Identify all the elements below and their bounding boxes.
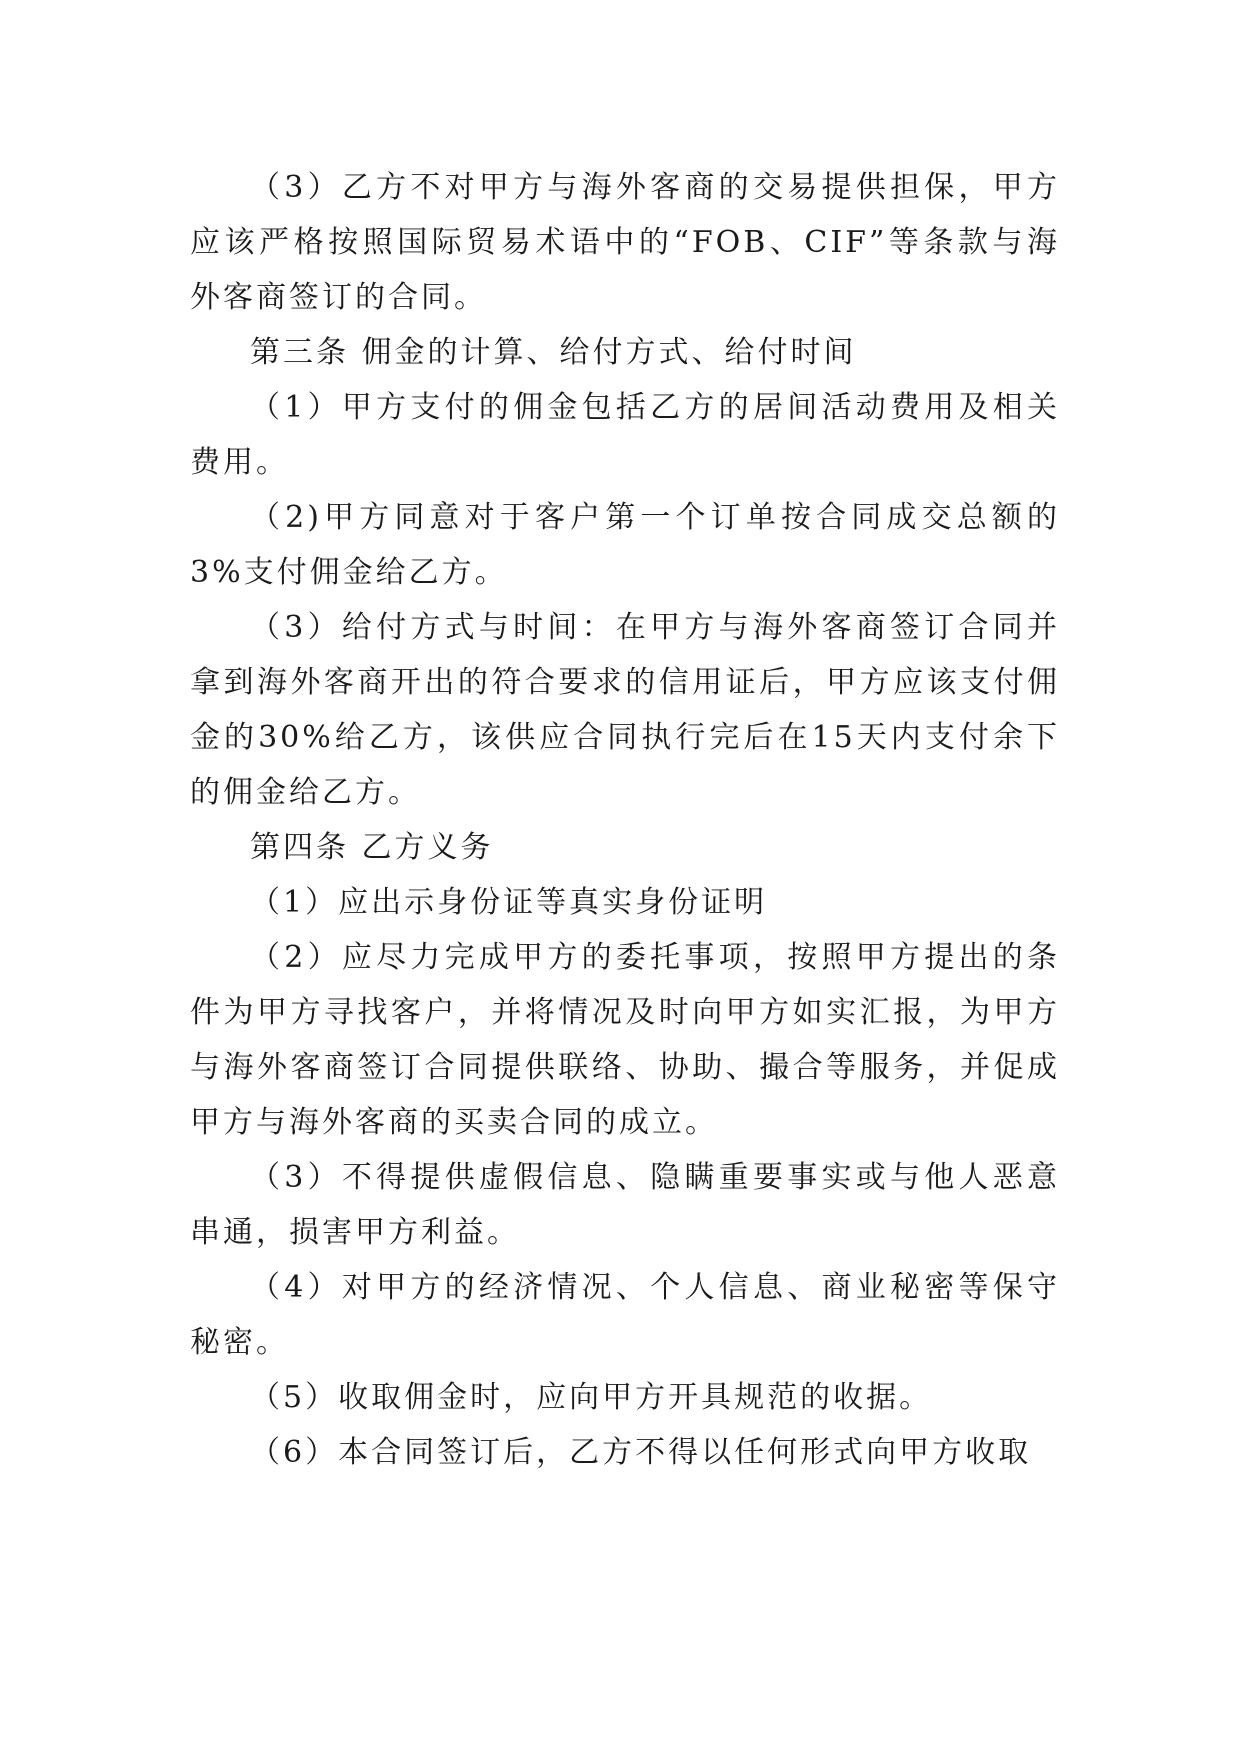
article-4-item-5: （5）收取佣金时，应向甲方开具规范的收据。 (250, 1380, 933, 1415)
clause-2-item-3: （3）乙方不对甲方与海外客商的交易提供担保，甲方应该严格按照国际贸易术语中的“FOB、CIF”等条款与海外客商签订的合同。 (190, 170, 1060, 315)
article-4-item-2: （2）应尽力完成甲方的委托事项，按照甲方提出的条件为甲方寻找客户，并将情况及时向甲方如实汇报，为甲方与海外客商签订合同提供联络、协助、撮合等服务，并促成甲方与海外客商的买卖合同的成立。 (190, 940, 1060, 1140)
article-3-item-3: （3）给付方式与时间：在甲方与海外客商签订合同并拿到海外客商开出的符合要求的信用证后，甲方应该支付佣金的30%给乙方，该供应合同执行完后在15天内支付余下的佣金给乙方。 (190, 610, 1060, 810)
article-4-item-3: （3）不得提供虚假信息、隐瞒重要事实或与他人恶意串通，损害甲方利益。 (190, 1160, 1060, 1250)
document-body (190, 160, 1060, 1480)
article-4-item-1: （1）应出示身份证等真实身份证明 (250, 885, 768, 920)
article-3-item-2: （2)甲方同意对于客户第一个订单按合同成交总额的3%支付佣金给乙方。 (190, 500, 1060, 590)
article-4-heading: 第四条 乙方义务 (250, 830, 494, 865)
article-4-item-4: （4）对甲方的经济情况、个人信息、商业秘密等保守秘密。 (190, 1270, 1060, 1360)
article-4-item-6: （6）本合同签订后，乙方不得以任何形式向甲方收取 (250, 1435, 1032, 1470)
article-3-item-1: （1）甲方支付的佣金包括乙方的居间活动费用及相关费用。 (190, 390, 1060, 480)
article-3-heading: 第三条 佣金的计算、给付方式、给付时间 (250, 335, 857, 370)
